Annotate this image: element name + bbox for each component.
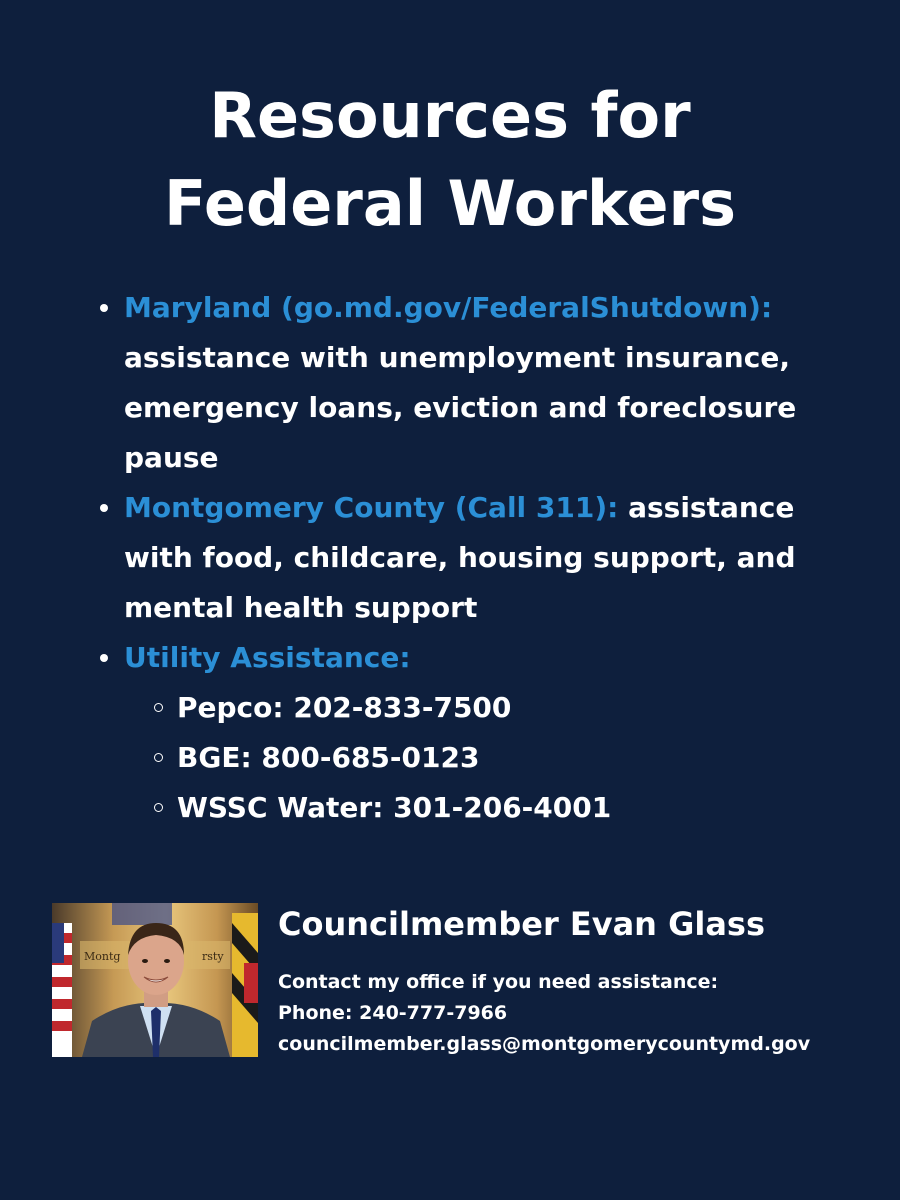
resource-list: [98, 283, 818, 833]
sign-text-right: rsty: [202, 950, 224, 963]
portrait-illustration: [52, 903, 258, 1057]
eye-right: [164, 959, 170, 963]
eye-left: [142, 959, 148, 963]
title-line-1: Resources for: [209, 79, 691, 152]
resource-text: assistance with unemployment insurance, emergency loans, eviction and foreclosure pause: [124, 341, 797, 474]
contact-line: Contact my office if you need assistance:: [278, 971, 719, 993]
resource-label: Utility Assistance:: [124, 641, 411, 674]
resource-text: assistance with food, childcare, housing support, and mental health support: [124, 491, 796, 624]
maryland-flag: [232, 913, 258, 1057]
crest: [112, 903, 172, 925]
sign-text-left: Montg: [84, 950, 121, 963]
utility-list: [124, 683, 818, 833]
utility-item-pepco: Pepco: 202-833-7500: [124, 683, 818, 733]
resource-item-montgomery: [98, 483, 818, 633]
resource-label: Maryland (go.md.gov/FederalShutdown):: [124, 291, 773, 324]
councilmember-card: [52, 903, 872, 1063]
utility-item-wssc: WSSC Water: 301-206-4001: [124, 783, 818, 833]
councilmember-photo: [52, 903, 258, 1057]
contact-email: councilmember.glass@montgomerycountymd.gov: [278, 1033, 811, 1055]
resource-item-utility: [98, 633, 818, 833]
us-flag: [52, 923, 72, 1057]
councilmember-name: Councilmember Evan Glass: [278, 905, 766, 943]
resource-item-maryland: [98, 283, 818, 483]
page-title: [0, 72, 900, 248]
contact-phone: Phone: 240-777-7966: [278, 1002, 508, 1024]
contact-info: [278, 967, 810, 1060]
utility-item-bge: BGE: 800-685-0123: [124, 733, 818, 783]
resource-label: Montgomery County (Call 311):: [124, 491, 619, 524]
title-line-2: Federal Workers: [163, 167, 737, 240]
